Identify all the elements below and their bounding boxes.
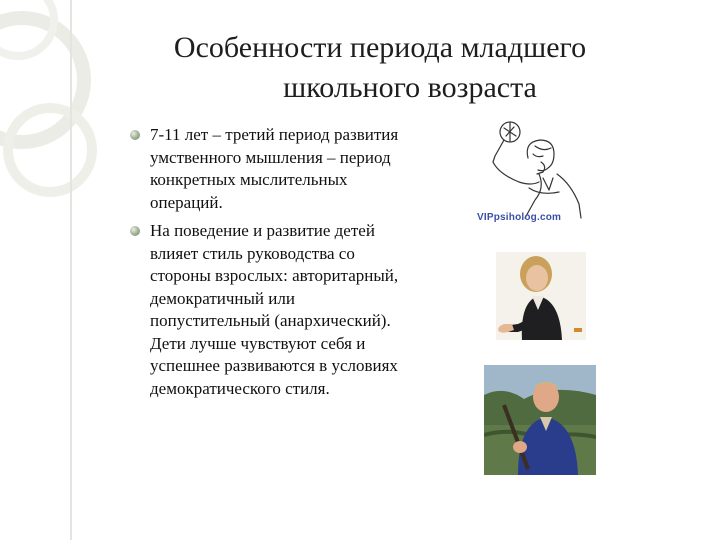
slide-title-line2: школьного возраста: [283, 71, 537, 104]
sketch-man-icon: [473, 118, 585, 224]
slide-title-line1: Особенности периода младшего: [173, 31, 587, 64]
photo-man-outdoors: [484, 365, 596, 475]
left-divider: [70, 0, 72, 540]
decorative-rings: [0, 0, 130, 210]
bullet-list: [130, 124, 400, 406]
bullet-icon: [130, 226, 140, 236]
bullet-text: На поведение и развитие детей влияет стиль руководства со стороны взрослых: авторитарный, демократичный или попустительный (анархический). Дети лучше чувствуют себя и успешнее развиваются в условиях демократического стиля.: [150, 221, 399, 398]
man-photo-icon: [484, 365, 596, 475]
sketch-illustration: [473, 118, 585, 224]
photo-handshake: [496, 252, 586, 340]
slide-title: [140, 28, 620, 108]
bullet-item: [130, 124, 400, 214]
watermark: VIPpsiholog.com: [477, 212, 562, 223]
bullet-icon: [130, 130, 140, 140]
bullet-text: 7-11 лет – третий период развития умственного мышления – период конкретных мыслительных операций.: [150, 125, 399, 212]
bullet-item: [130, 220, 400, 400]
woman-photo-icon: [496, 252, 586, 340]
